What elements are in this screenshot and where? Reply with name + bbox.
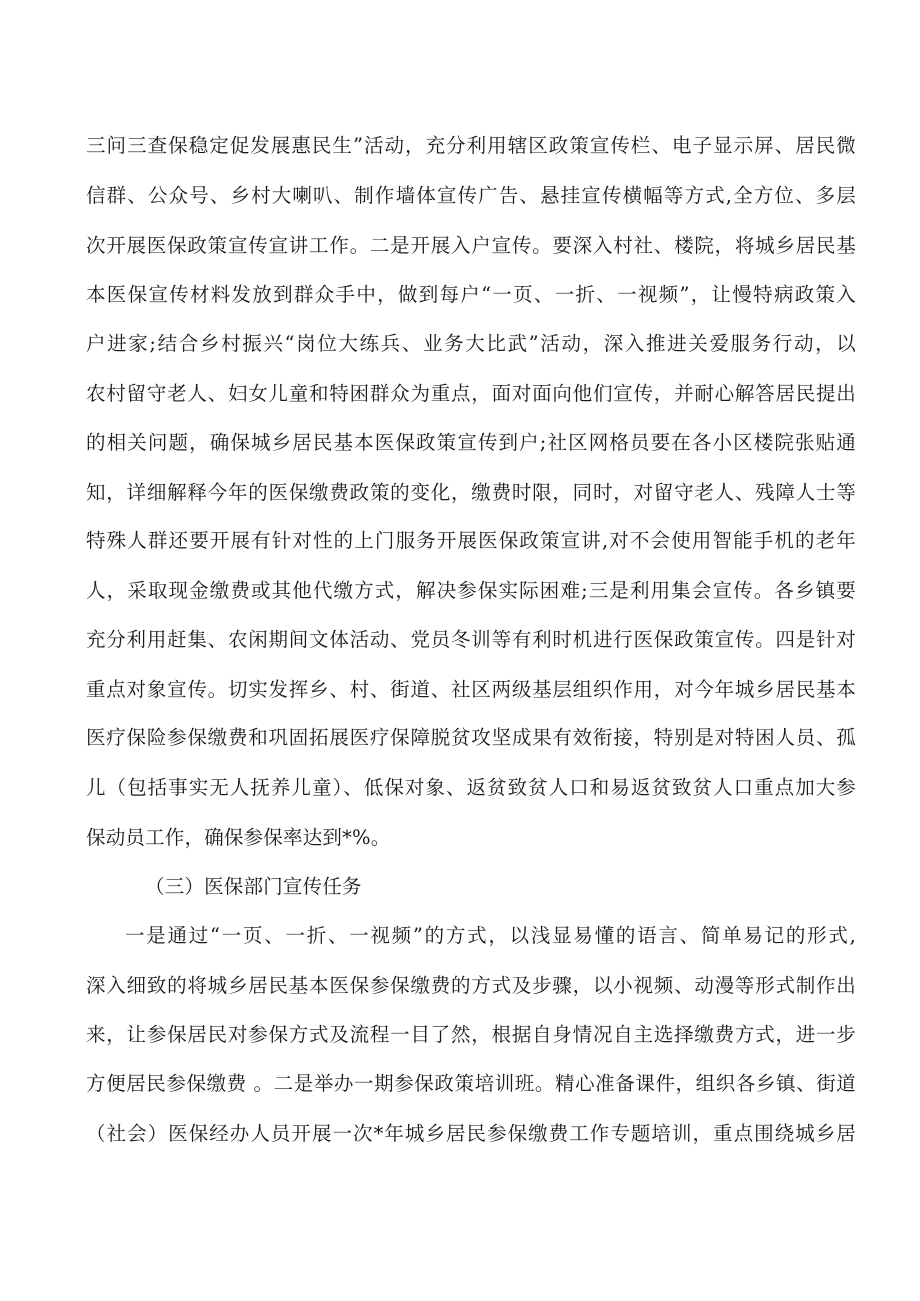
paragraph-2-line-1: 一是通过“一页、一折、一视频”的方式，以浅显易懂的语言、简单易记的形式, bbox=[125, 924, 856, 947]
paragraph-1-line-8: 知，详细解释今年的医保缴费政策的变化，缴费时限，同时，对留守老人、残障人士等 bbox=[86, 481, 856, 504]
paragraph-1-line-7: 的相关问题，确保城乡居民基本医保政策宣传到户;社区网格员要在各小区楼院张贴通 bbox=[86, 431, 856, 454]
paragraph-1-line-11: 充分利用赶集、农闲期间文体活动、党员冬训等有利时机进行医保政策宣传。四是针对 bbox=[86, 628, 856, 651]
paragraph-1-line-15: 保动员工作，确保参保率达到*%。 bbox=[86, 826, 391, 849]
paragraph-1-line-4: 本医保宣传材料发放到群众手中，做到每户“一页、一折、一视频”，让慢特病政策入 bbox=[86, 283, 856, 306]
paragraph-1-line-10: 人，采取现金缴费或其他代缴方式，解决参保实际困难;三是利用集会宣传。各乡镇要 bbox=[86, 579, 856, 602]
paragraph-2-line-4: 方便居民参保缴费 。二是举办一期参保政策培训班。精心准备课件，组织各乡镇、街道 bbox=[86, 1072, 856, 1095]
paragraph-2-line-2: 深入细致的将城乡居民基本医保参保缴费的方式及步骤，以小视频、动漫等形式制作出 bbox=[86, 974, 856, 997]
paragraph-1-line-5: 户进家;结合乡村振兴“岗位大练兵、业务大比武”活动，深入推进关爱服务行动，以 bbox=[86, 332, 856, 355]
paragraph-1-line-13: 医疗保险参保缴费和巩固拓展医疗保障脱贫攻坚成果有效衔接，特别是对特困人员、孤 bbox=[86, 726, 856, 749]
paragraph-1-line-1: 三问三查保稳定促发展惠民生”活动，充分利用辖区政策宣传栏、电子显示屏、居民微 bbox=[86, 134, 856, 157]
paragraph-1-line-9: 特殊人群还要开展有针对性的上门服务开展医保政策宣讲,对不会使用智能手机的老年 bbox=[86, 529, 856, 552]
paragraph-1-line-6: 农村留守老人、妇女儿童和特困群众为重点，面对面向他们宣传，并耐心解答居民提出 bbox=[86, 382, 856, 405]
paragraph-2-line-3: 来，让参保居民对参保方式及流程一目了然，根据自身情况自主选择缴费方式，进一步 bbox=[86, 1023, 856, 1046]
paragraph-1-line-14: 儿（包括事实无人抚养儿童）、低保对象、返贫致贫人口和易返贫致贫人口重点加大参 bbox=[86, 776, 856, 799]
paragraph-1-line-3: 次开展医保政策宣传宣讲工作。二是开展入户宣传。要深入村社、楼院，将城乡居民基 bbox=[86, 234, 856, 257]
section-heading: （三）医保部门宣传任务 bbox=[145, 875, 362, 898]
paragraph-1-line-2: 信群、公众号、乡村大喇叭、制作墙体宣传广告、悬挂宣传横幅等方式,全方位、多层 bbox=[86, 184, 856, 207]
paragraph-2-line-5: （社会）医保经办人员开展一次*年城乡居民参保缴费工作专题培训，重点围绕城乡居 bbox=[86, 1122, 856, 1145]
paragraph-1-line-12: 重点对象宣传。切实发挥乡、村、街道、社区两级基层组织作用，对今年城乡居民基本 bbox=[86, 678, 856, 701]
